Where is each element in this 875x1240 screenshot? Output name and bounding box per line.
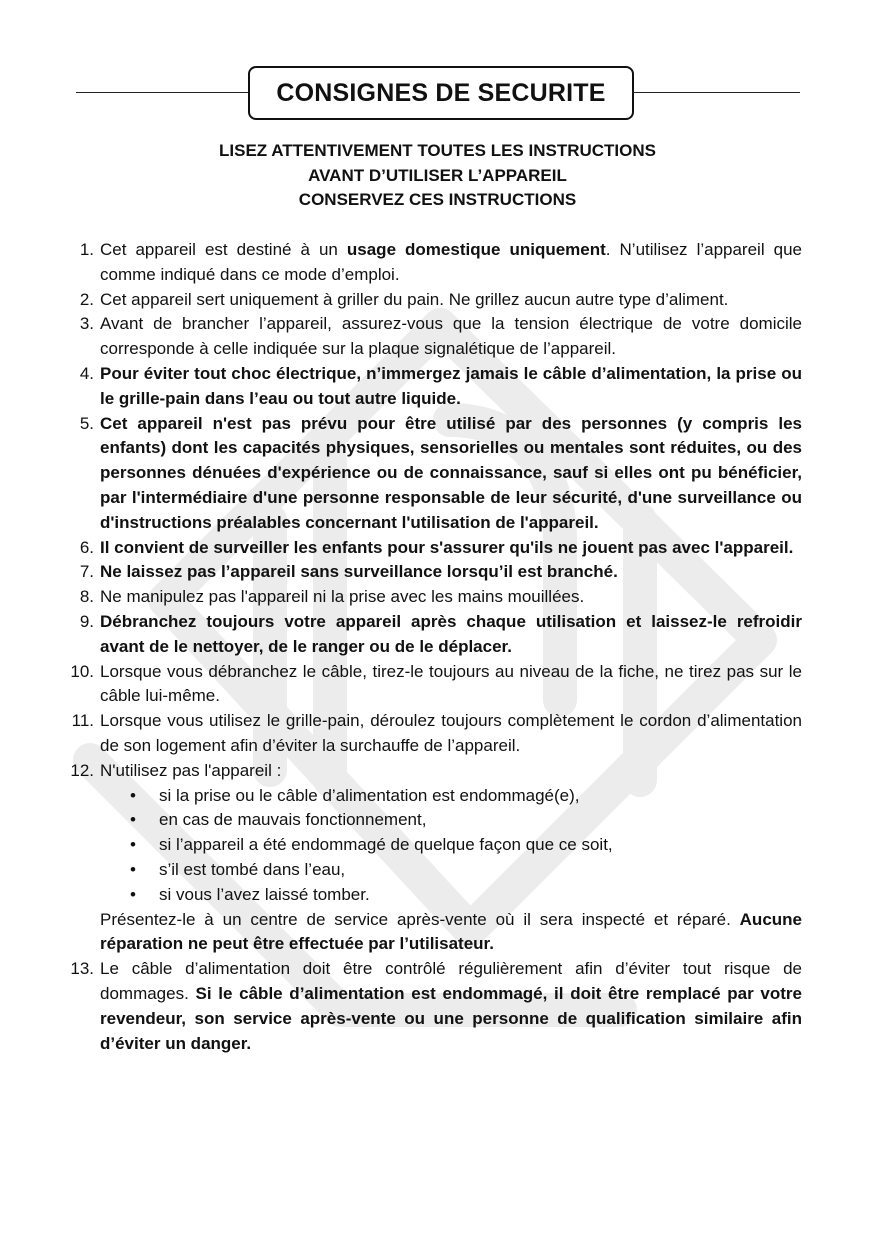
page-title: CONSIGNES DE SECURITE — [248, 66, 634, 120]
bullet-item — [100, 784, 802, 809]
subtitle-line: CONSERVEZ CES INSTRUCTIONS — [298, 190, 577, 210]
item-text: Lorsque vous débranchez le câble, tirez-le toujours au niveau de la fiche, ne tirez pas sur le câble lui-même. — [100, 661, 802, 706]
item-text: N'utilisez pas l'appareil : — [100, 760, 282, 780]
item-number: 1. — [79, 240, 94, 259]
item-text-bold: Pour éviter tout choc électrique, n’immergez jamais le câble d’alimentation, la prise ou le grille-pain dans l’eau ou tout autre liquide. — [100, 363, 802, 408]
item-number: 12. — [70, 760, 94, 780]
item-number: 11. — [71, 711, 94, 731]
instruction-item — [79, 288, 802, 313]
subtitle-line: AVANT D’UTILISER L’APPAREIL — [308, 165, 567, 185]
item-text: Avant de brancher l’appareil, assurez-vous que la tension électrique de votre domicile corresponde à celle indiquée sur la plaque signalétique de l’appareil. — [100, 314, 802, 359]
instruction-item — [79, 560, 802, 585]
item-text: Ne manipulez pas l'appareil ni la prise avec les mains mouillées. — [100, 587, 585, 607]
bullet-text: si vous l’avez laissé tomber. — [159, 884, 370, 904]
instruction-item — [79, 610, 802, 660]
instruction-item — [79, 312, 802, 362]
item-number: 10. — [70, 661, 94, 681]
item-text: Cet appareil sert uniquement à griller du pain. Ne grillez aucun autre type d’aliment. — [100, 289, 729, 309]
bullet-icon: • — [130, 859, 136, 879]
item-text: Lorsque vous utilisez le grille-pain, déroulez toujours complètement le cordon d’alimentation de son logement afin d’éviter la surchauffe de l’appareil. — [100, 711, 802, 755]
instruction-item — [70, 759, 802, 957]
bullet-text: en cas de mauvais fonctionnement, — [159, 810, 427, 830]
subtitle-line: LISEZ ATTENTIVEMENT TOUTES LES INSTRUCTIONS — [219, 141, 656, 160]
item-text: Cet appareil est destiné à un — [100, 240, 347, 259]
instruction-item — [79, 412, 802, 536]
title-banner — [76, 66, 800, 120]
item-text: . N’utilisez l’appareil que comme indiqué dans ce mode d’emploi. — [100, 240, 802, 284]
bullet-list — [100, 784, 802, 908]
bullet-item — [100, 858, 802, 883]
item-number: 9. — [79, 611, 94, 631]
followup-text: Présentez-le à un centre de service après-vente où il sera inspecté et réparé. — [100, 909, 740, 929]
item-text-bold: Cet appareil n'est pas prévu pour être utilisé par des personnes (y compris les enfants) dont les capacités physiques, sensorielles ou mentales sont réduites, ou des personnes dénuées d'expérience ou de connaissance, sauf si elles ont pu bénéficier, par l'intermédiaire d'une personne responsable de leur sécurité, d'une surveillance ou d'instructions préalables concernant l'utilisation de l'appareil. — [100, 413, 802, 532]
bullet-icon: • — [130, 785, 136, 805]
bullet-text: si l’appareil a été endommagé de quelque façon que ce soit, — [159, 835, 613, 855]
item-text-bold: Si le câble d’alimentation est endommagé, il doit être remplacé par votre revendeur, son service après-vente ou une personne de qualification similaire afin d’éviter un danger. — [100, 983, 802, 1053]
bullet-item — [100, 883, 802, 908]
item-text-bold: Ne laissez pas l’appareil sans surveillance lorsqu’il est branché. — [100, 562, 618, 582]
item-text-bold: Il convient de surveiller les enfants pour s'assurer qu'ils ne jouent pas avec l'appareil. — [100, 537, 794, 557]
item-number: 13. — [70, 959, 94, 979]
item-number: 7. — [79, 562, 94, 582]
item-text-bold: Débranchez toujours votre appareil après chaque utilisation et laissez-le refroidir avant de le nettoyer, de le ranger ou de le déplacer. — [100, 611, 802, 656]
bullet-icon: • — [130, 810, 136, 830]
instruction-item — [79, 362, 802, 412]
item-number: 2. — [79, 289, 94, 309]
instruction-item — [70, 957, 802, 1056]
item-followup — [100, 908, 802, 958]
title-rule-left — [76, 92, 248, 93]
bullet-icon: • — [130, 884, 136, 904]
bullet-item — [100, 833, 802, 858]
item-number: 4. — [79, 363, 94, 383]
followup-text-bold: Aucune réparation ne peut être effectuée par l’utilisateur. — [100, 909, 802, 954]
title-rule-right — [632, 92, 800, 93]
item-number: 8. — [79, 587, 94, 607]
item-text: Le câble d’alimentation doit être contrôlé régulièrement afin d’éviter tout risque de dommages. — [100, 959, 802, 1003]
item-number: 5. — [79, 413, 94, 433]
bullet-text: si la prise ou le câble d’alimentation est endommagé(e), — [159, 785, 580, 805]
instruction-item — [71, 709, 802, 759]
bullet-icon: • — [130, 835, 136, 855]
instruction-item — [70, 660, 802, 710]
item-number: 3. — [79, 314, 94, 334]
instruction-item — [79, 238, 802, 288]
item-number: 6. — [79, 537, 94, 557]
instruction-item — [79, 536, 802, 561]
bullet-text: s’il est tombé dans l’eau, — [159, 859, 346, 879]
instruction-item — [79, 585, 802, 610]
item-text-bold: usage domestique uniquement — [346, 240, 606, 259]
instructions-header — [0, 139, 875, 213]
bullet-item — [100, 808, 802, 833]
safety-instructions-list — [70, 238, 802, 1056]
